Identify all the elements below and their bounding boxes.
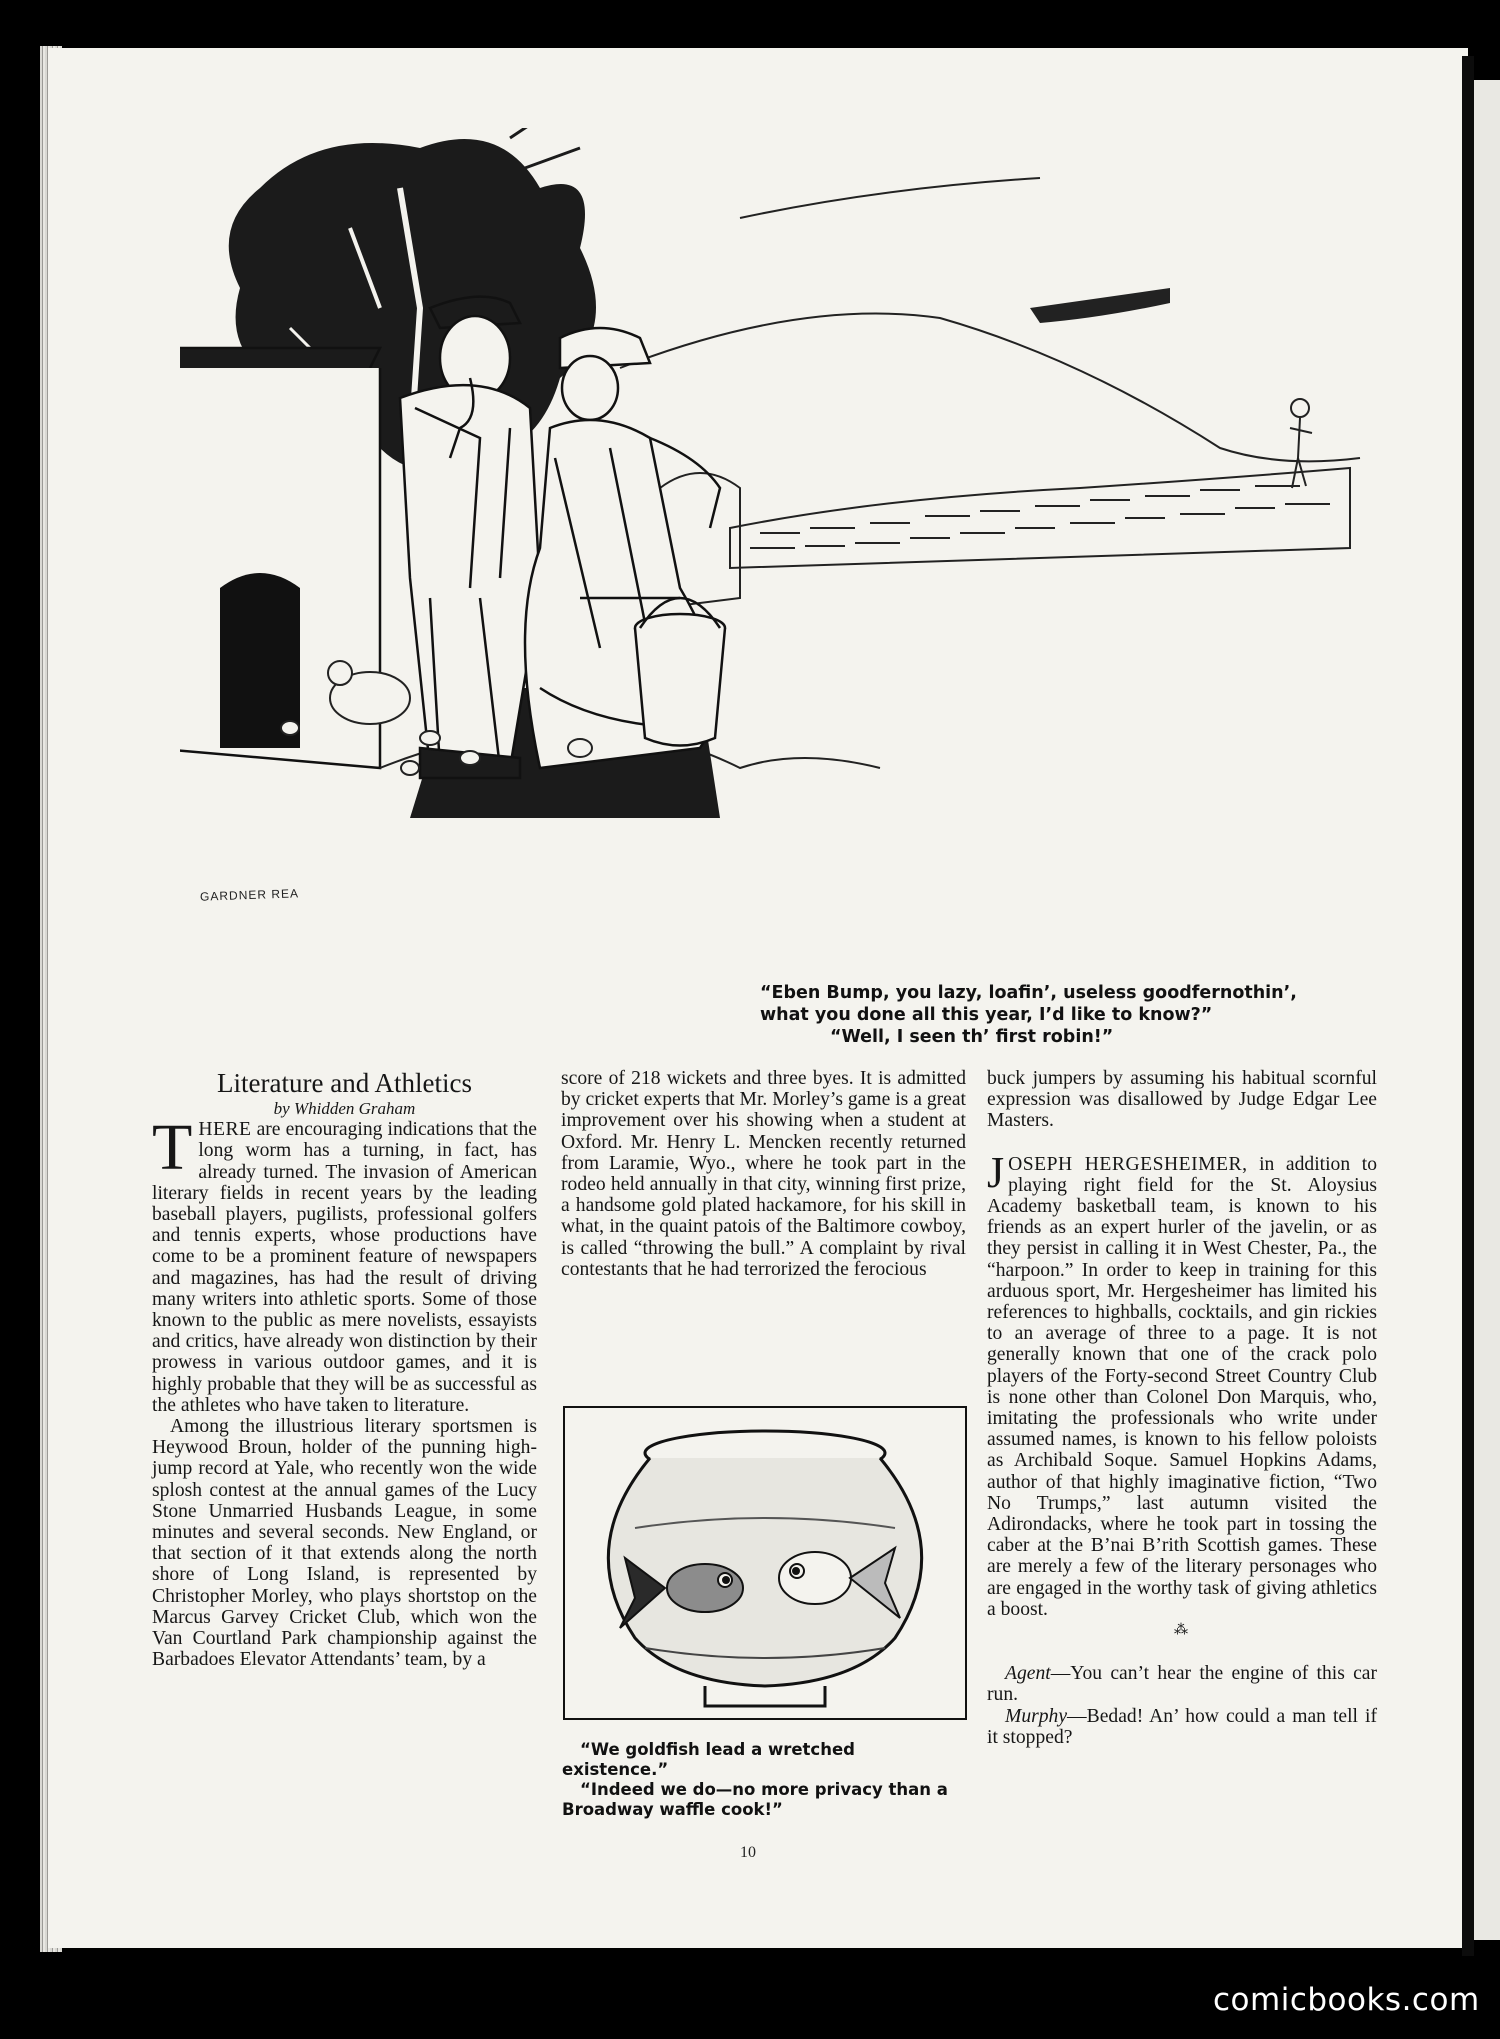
watermark: comicbooks.com — [1213, 1982, 1480, 2018]
lead-word: HERE — [198, 1119, 252, 1141]
paragraph-text: are encouraging indications that the long worm has a turning, in fact, has already turned. The invasion of American literary fields in recent years by the leading baseball players, pugilists, professional golfers and tennis experts, whose productions have come to be a prominent feature of newspapers and magazines, has had the result of driving many writers into athletic sports. Some of those known to the public as mere novelists, essayists and critics, have already won distinction by their prowess in various outdoor games, and it is highly probable that they will be as successful as the athletes who have taken to literature. — [152, 1119, 537, 1416]
paragraph-text: in addition to playing right field for the St. Aloysius Academy basketball team, is known to his friends as an expert hurler of the javelin, or as they persist in calling it in West Chester, Pa., the “harpoon.” In order to keep in training for this arduous sport, Mr. Hergesheimer has limited his references to highballs, cocktails, and gin rickies to an average of three to a page. It is not generally known that one of the crack polo players of the Forty-second Street Country Club is none other than Colonel Don Marquis, who, imitating the professionals who write under assumed names, is known to his fellow poloists as Archibald Soque. Samuel Hopkins Adams, author of that highly imaginative fiction, “Two No Trumps,” last autumn visited the Adirondacks, where he took part in tossing the caber at the B’nai B’rith Scottish games. These are merely a few of the literary personages who are engaged in the worthy task of giving athletics a boost. — [987, 1153, 1377, 1620]
joke-text: —You can’t hear the engine of this car run. — [987, 1663, 1377, 1706]
goldfish-illustration — [563, 1406, 967, 1720]
speaker-name: Agent — [1005, 1663, 1051, 1685]
article-column-2 — [561, 1068, 966, 1280]
joke-text: —Bedad! An’ how could a man tell if it stopped? — [987, 1705, 1377, 1748]
article-paragraph: Among the illustrious literary sportsmen is Heywood Broun, holder of the punning high-jump record at Yale, who recently won the wide splosh contest at the annual games of the Lucy Stone Unmarried Husbands League, in some minutes and several seconds. New England, or that section of it that extends along the north shore of Long Island, is represented by Christopher Morley, who plays shortstop on the Marcus Garvey Cricket Club, which won the Van Courtland Park championship against the Barbadoes Elevator Attendants’ team, by a — [152, 1416, 537, 1671]
joke-line — [987, 1706, 1377, 1748]
goldfish-caption — [562, 1740, 962, 1820]
section-divider: ⁂ — [1174, 1623, 1190, 1639]
next-page-edge — [1474, 80, 1500, 1940]
drop-cap: J — [987, 1147, 1005, 1197]
caption-line: “Well, I seen th’ first robin!” — [830, 1027, 1114, 1047]
article-paragraph — [152, 1111, 537, 1416]
caption-line: “We goldfish lead a wretched existence.” — [562, 1740, 855, 1779]
article-title: Literature and Athletics — [217, 1068, 472, 1098]
goldfish-bowl-drawing — [565, 1408, 965, 1718]
article-byline: by Whidden Graham — [273, 1099, 416, 1118]
page-number: 10 — [740, 1844, 756, 1861]
article-paragraph: score of 218 wickets and three byes. It is admitted by cricket experts that Mr. Morley’s game is a great improvement over his showing when a student at Oxford. Mr. Henry L. Mencken recently returned from Laramie, Wyo., where he took part in the rodeo held annually in that city, winning first prize, a handsome gold plated hackamore, for his skill in what, in the quaint patois of the Baltimore cowboy, is called “throwing the bull.” A complaint by rival contestants that he had terrorized the ferocious — [561, 1068, 966, 1280]
drop-cap: T — [152, 1111, 193, 1185]
page-edge-right — [1462, 56, 1474, 1956]
caption-line: “Indeed we do—no more privacy than a Broadway waffle cook!” — [562, 1780, 948, 1819]
artist-signature: GARDNER REA — [199, 886, 300, 904]
article-column-3 — [987, 1068, 1377, 1748]
lead-word: OSEPH HERGESHEIMER, — [1008, 1153, 1248, 1175]
article-column-1 — [152, 1068, 537, 1670]
speaker-name: Murphy — [1005, 1705, 1068, 1727]
joke-line — [987, 1663, 1377, 1705]
cartoon-caption — [760, 982, 1380, 1048]
article-paragraph: buck jumpers by assuming his habitual scornful expression was disallowed by Judge Edgar Lee Masters. — [987, 1068, 1377, 1132]
article-paragraph — [987, 1147, 1377, 1620]
cartoon-illustration — [180, 128, 1380, 1028]
caption-line: “Eben Bump, you lazy, loafin’, useless goodfernothin’, — [760, 983, 1297, 1003]
caption-line: what you done all this year, I’d like to know?” — [760, 1005, 1213, 1025]
cartoon-drawing — [180, 128, 1380, 1028]
